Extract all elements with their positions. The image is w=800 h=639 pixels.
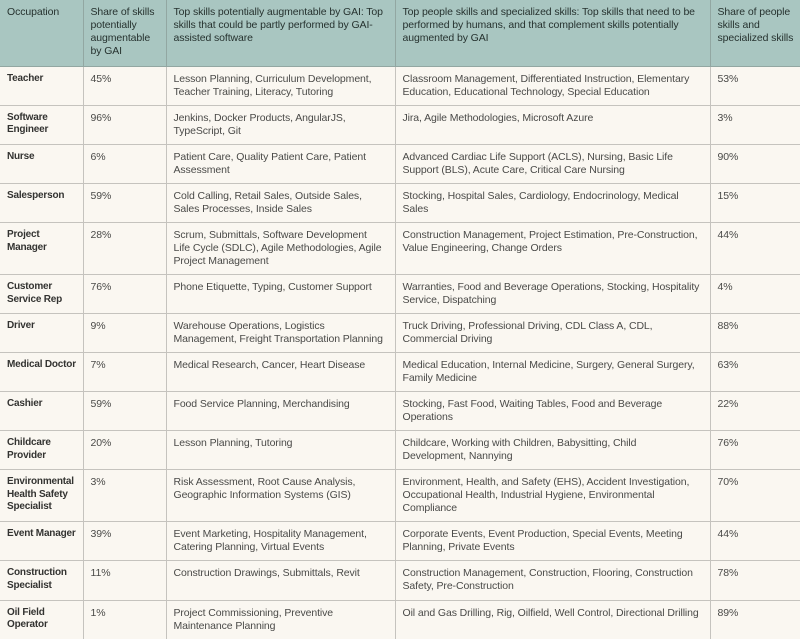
share-people-cell: 44%: [710, 522, 800, 561]
people-skills-cell: Jira, Agile Methodologies, Microsoft Azure: [395, 106, 710, 145]
augmentable-skills-cell: Patient Care, Quality Patient Care, Patient Assessment: [166, 145, 395, 184]
people-skills-cell: Construction Management, Project Estimation, Pre-Construction, Value Engineering, Change Orders: [395, 223, 710, 275]
table-row: [0, 522, 800, 561]
share-people-cell: 44%: [710, 223, 800, 275]
people-skills-cell: Stocking, Fast Food, Waiting Tables, Food and Beverage Operations: [395, 392, 710, 431]
people-skills-cell: Construction Management, Construction, Flooring, Construction Safety, Pre-Construction: [395, 561, 710, 600]
share-augmentable-cell: 28%: [83, 223, 166, 275]
column-header-people-skills: Top people skills and specialized skills: Top skills that need to be performed by humans, and that complement skills potentially augmented by GAI: [395, 0, 710, 67]
people-skills-cell: Truck Driving, Professional Driving, CDL Class A, CDL, Commercial Driving: [395, 314, 710, 353]
share-people-cell: 78%: [710, 561, 800, 600]
occupation-cell: Construction Specialist: [0, 561, 83, 600]
share-people-cell: 15%: [710, 184, 800, 223]
share-augmentable-cell: 59%: [83, 184, 166, 223]
share-people-cell: 89%: [710, 600, 800, 639]
share-people-cell: 53%: [710, 67, 800, 106]
augmentable-skills-cell: Risk Assessment, Root Cause Analysis, Geographic Information Systems (GIS): [166, 470, 395, 522]
people-skills-cell: Classroom Management, Differentiated Instruction, Elementary Education, Educational Technology, Special Education: [395, 67, 710, 106]
table-row: [0, 431, 800, 470]
column-header-share-augmentable: Share of skills potentially augmentable by GAI: [83, 0, 166, 67]
augmentable-skills-cell: Warehouse Operations, Logistics Management, Freight Transportation Planning: [166, 314, 395, 353]
occupation-cell: Event Manager: [0, 522, 83, 561]
share-people-cell: 90%: [710, 145, 800, 184]
table-row: [0, 275, 800, 314]
occupation-cell: Environmental Health Safety Specialist: [0, 470, 83, 522]
share-augmentable-cell: 45%: [83, 67, 166, 106]
augmentable-skills-cell: Jenkins, Docker Products, AngularJS, TypeScript, Git: [166, 106, 395, 145]
occupation-cell: Teacher: [0, 67, 83, 106]
share-augmentable-cell: 3%: [83, 470, 166, 522]
augmentable-skills-cell: Construction Drawings, Submittals, Revit: [166, 561, 395, 600]
share-people-cell: 76%: [710, 431, 800, 470]
occupation-cell: Customer Service Rep: [0, 275, 83, 314]
augmentable-skills-cell: Lesson Planning, Tutoring: [166, 431, 395, 470]
augmentable-skills-cell: Lesson Planning, Curriculum Development, Teacher Training, Literacy, Tutoring: [166, 67, 395, 106]
table-row: [0, 561, 800, 600]
column-header-augmentable-skills: Top skills potentially augmentable by GAI: Top skills that could be partly performed by GAI-assisted software: [166, 0, 395, 67]
header-row: [0, 0, 800, 67]
people-skills-cell: Medical Education, Internal Medicine, Surgery, General Surgery, Family Medicine: [395, 353, 710, 392]
table-row: [0, 600, 800, 639]
augmentable-skills-cell: Cold Calling, Retail Sales, Outside Sales, Sales Processes, Inside Sales: [166, 184, 395, 223]
share-people-cell: 3%: [710, 106, 800, 145]
table-row: [0, 314, 800, 353]
table-body: [0, 67, 800, 639]
table-row: [0, 67, 800, 106]
augmentable-skills-cell: Project Commissioning, Preventive Maintenance Planning: [166, 600, 395, 639]
occupation-cell: Medical Doctor: [0, 353, 83, 392]
column-header-share-people: Share of people skills and specialized skills: [710, 0, 800, 67]
share-augmentable-cell: 39%: [83, 522, 166, 561]
table-row: [0, 470, 800, 522]
augmentable-skills-cell: Medical Research, Cancer, Heart Disease: [166, 353, 395, 392]
share-augmentable-cell: 9%: [83, 314, 166, 353]
occupation-cell: Driver: [0, 314, 83, 353]
people-skills-cell: Advanced Cardiac Life Support (ACLS), Nursing, Basic Life Support (BLS), Acute Care, Critical Care Nursing: [395, 145, 710, 184]
augmentable-skills-cell: Food Service Planning, Merchandising: [166, 392, 395, 431]
augmentable-skills-cell: Scrum, Submittals, Software Development Life Cycle (SDLC), Agile Methodologies, Agile Project Management: [166, 223, 395, 275]
share-augmentable-cell: 59%: [83, 392, 166, 431]
table-row: [0, 392, 800, 431]
table-row: [0, 223, 800, 275]
occupation-cell: Salesperson: [0, 184, 83, 223]
share-augmentable-cell: 20%: [83, 431, 166, 470]
share-people-cell: 22%: [710, 392, 800, 431]
table-row: [0, 106, 800, 145]
share-augmentable-cell: 1%: [83, 600, 166, 639]
share-augmentable-cell: 11%: [83, 561, 166, 600]
table-row: [0, 184, 800, 223]
share-people-cell: 88%: [710, 314, 800, 353]
occupation-cell: Childcare Provider: [0, 431, 83, 470]
augmentable-skills-cell: Event Marketing, Hospitality Management, Catering Planning, Virtual Events: [166, 522, 395, 561]
share-augmentable-cell: 6%: [83, 145, 166, 184]
people-skills-cell: Environment, Health, and Safety (EHS), Accident Investigation, Occupational Health, Industrial Hygiene, Environmental Compliance: [395, 470, 710, 522]
share-people-cell: 4%: [710, 275, 800, 314]
table-row: [0, 353, 800, 392]
occupation-cell: Software Engineer: [0, 106, 83, 145]
share-augmentable-cell: 96%: [83, 106, 166, 145]
people-skills-cell: Stocking, Hospital Sales, Cardiology, Endocrinology, Medical Sales: [395, 184, 710, 223]
table-row: [0, 145, 800, 184]
share-people-cell: 70%: [710, 470, 800, 522]
people-skills-cell: Oil and Gas Drilling, Rig, Oilfield, Well Control, Directional Drilling: [395, 600, 710, 639]
column-header-occupation: Occupation: [0, 0, 83, 67]
occupation-cell: Oil Field Operator: [0, 600, 83, 639]
augmentable-skills-cell: Phone Etiquette, Typing, Customer Support: [166, 275, 395, 314]
occupation-cell: Project Manager: [0, 223, 83, 275]
share-augmentable-cell: 7%: [83, 353, 166, 392]
share-people-cell: 63%: [710, 353, 800, 392]
occupation-cell: Cashier: [0, 392, 83, 431]
people-skills-cell: Warranties, Food and Beverage Operations, Stocking, Hospitality Service, Dispatching: [395, 275, 710, 314]
occupation-cell: Nurse: [0, 145, 83, 184]
people-skills-cell: Corporate Events, Event Production, Special Events, Meeting Planning, Private Events: [395, 522, 710, 561]
people-skills-cell: Childcare, Working with Children, Babysitting, Child Development, Nannying: [395, 431, 710, 470]
share-augmentable-cell: 76%: [83, 275, 166, 314]
